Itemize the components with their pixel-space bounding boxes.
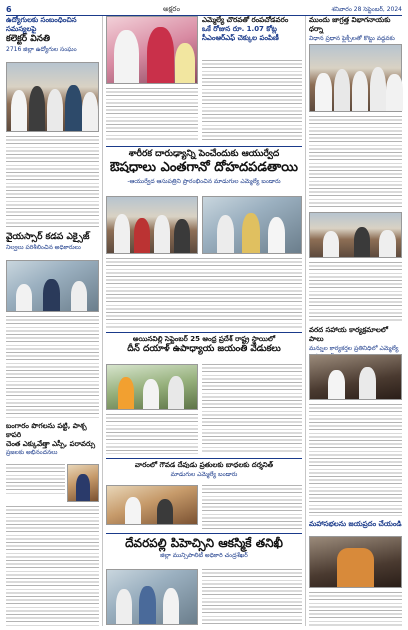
photo [309,354,402,400]
article-body [309,592,402,626]
subheadline: మాడుగుల ఎమ్మెల్యే బండారు [170,470,238,478]
article-body [309,404,402,516]
photo [202,196,302,254]
subheadline: ప్రజలకు అభినందనలు [6,449,58,457]
headline: ఔషధాలు ఎంతగానో దోహదపడతాయి [110,160,298,176]
photo [309,212,402,258]
subheadline: జిల్లా మున్సిపాలిటీ అధికారి చంద్రశేఖర్ [160,552,248,559]
publication-name: అక్షరం [163,4,181,13]
photo [309,536,402,588]
article-body [106,88,198,142]
photo [106,485,198,525]
column-right [309,16,402,626]
column-center [106,16,302,626]
headline-block [6,16,99,60]
article-body [202,60,302,142]
article-body [106,414,198,454]
subheadline: మన్నుల కార్యకర్తల ప్రతినిధిలో ఎమ్మెల్యే [309,344,399,352]
headline-block [106,461,302,483]
article-body [6,506,99,626]
article-body [202,364,302,454]
article-text [6,148,90,152]
lead-photo [106,16,198,84]
headline-block [309,326,402,352]
headline: ఒకే రోజున రూ. 1.07 కోట్ల సీఎంఆర్ఎఫ్ చెక్కుల పంపిణీ [202,24,279,42]
headline-block [106,536,302,566]
headline: దీన్ దయాళ్ ఉపాధ్యాయ జయంతి వేడుకలు [127,343,281,354]
photo [106,196,198,254]
headline-block [106,335,302,361]
columns [6,16,402,626]
headline: బంగారం పొగలను పట్టి, పాశ్చ కాపరి [6,422,87,439]
headline: శారీరక దారుఢ్యాన్ని పెంచేందుకు ఆయుర్వేద [128,149,280,159]
section-rule [106,533,302,534]
article-body [6,464,65,494]
publication-date: శనివారం 28 సెప్టెంబర్, 2024 [331,5,402,13]
page-number: 6 [6,5,12,14]
photo [309,44,402,112]
headline: ఉద్యోగులకు సంబంధించిన సమస్యలపై [6,16,77,33]
headline: ఎమ్మెల్యే చొరవతో రంపచోడవరం [202,16,289,24]
column-left [6,16,99,626]
section-rule [106,146,302,147]
headline-block [106,149,302,193]
article-body [309,262,402,322]
article-body [6,316,99,418]
group-photo [6,62,99,132]
subheadline: -ఆయుర్వేద ఆసుపత్రిని ప్రారంభించిన మాడుగుల ఎమ్మెల్యే బండారు [127,177,281,185]
column-divider [102,16,103,626]
section-rule [106,458,302,459]
headline: ముందు జాగ్రత్త విభాగనాయకు ధర్నా [309,16,391,33]
photo [106,364,198,410]
article-body [106,258,302,328]
article-body [202,485,302,529]
photo [6,260,99,312]
headline-block [6,232,99,258]
headline-block [202,16,302,58]
subheadline: నిల్వలు పరిశీలించిన అధికారులు [6,244,81,252]
subheadline: 2716 జిల్లా ఉద్యోగుల సంఘం [6,45,77,53]
photo [106,569,198,625]
headline-block [6,422,99,462]
headline: కలెక్టర్ వినతి [6,33,51,44]
article-body [6,136,99,228]
headline: దేవరపల్లి పిహెచ్సిని ఆకస్మికే తనిఖీ [125,536,283,550]
headline-block [309,16,402,42]
headline: మహాసభలను జయప్రదం చేయండి [309,520,402,528]
headline: చెంత ఎక్కువేత్తా ఎస్పీ, పరావర్సు [6,439,96,448]
article-body [202,569,302,625]
headline: వారంలో గౌవడ దేవుడు ప్రతులకు బాధలకు దర్శనిత్ [134,461,274,469]
article-body [309,116,402,208]
masthead [6,4,402,16]
column-divider [305,16,306,626]
headline: అయినవిల్లి సెప్టెంబర్ 25 ఆంధ్ర ప్రదేశ్ రాష్ట్ర స్థాయిలో [132,335,276,343]
headline-block [309,520,402,534]
portrait-photo [67,464,99,502]
subheadline: విధాన ప్రధాన ఫ్లెక్సీలతో కొట్టు వద్దవకు [309,34,395,42]
headline: వరద సహాయ కార్యక్రమాలలో పాలు [309,326,388,343]
headline: వైయస్సార్ కడప ఎక్సైజ్ [6,232,90,242]
section-rule [106,332,302,333]
